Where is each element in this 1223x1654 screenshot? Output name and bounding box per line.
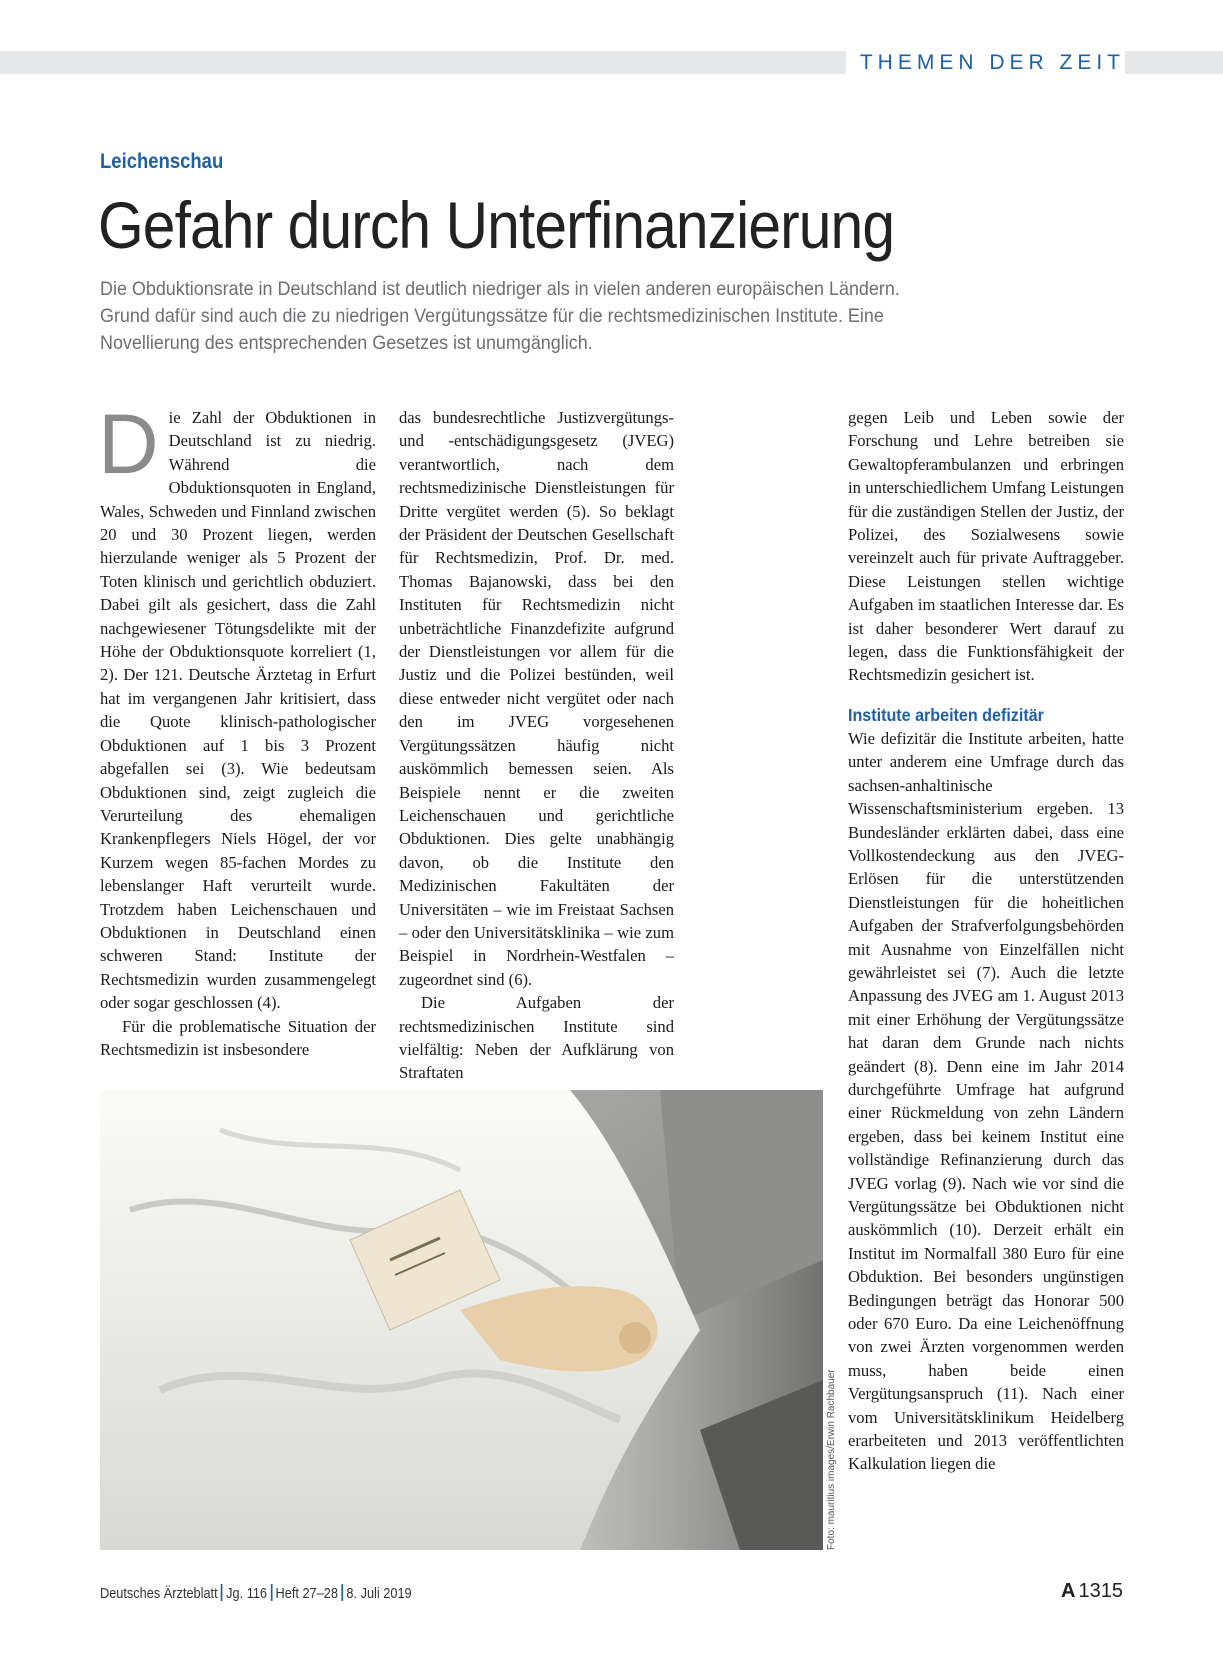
- drop-cap: D: [98, 397, 159, 491]
- footer-separator: [270, 1584, 272, 1601]
- article-photo: [100, 1090, 823, 1550]
- text-column-1: [98, 397, 376, 1061]
- journal-name: Deutsches Ärzteblatt: [100, 1585, 218, 1602]
- text-column-2: [399, 406, 674, 1085]
- paragraph: das bundesrechtliche Justizvergütungs- und -entschädigungsgesetz (JVEG) verantwortlich, nach dem rechtsmedizinische Dienstleistungen für Dritte vergütet werden (5). So beklagt der Präsident der Deutschen Gesellschaft für Rechtsmedizin, Prof. Dr. med. Thomas Bajanowski, dass bei den Instituten für Rechtsmedizin nicht unbeträchtliche Finanzdefizite aufgrund der Dienstleistungen vor allem für die Justiz und die Polizei bestünden, weil diese entweder nicht vergütet oder nach den im JVEG vorgesehenen Vergütungssätzen häufig nicht auskömmlich bemessen seien. Als Beispiele nennt er die zweiten Leichenschauen und gerichtliche Obduktionen. Dies gelte unabhängig davon, ob die Institute den Medizinischen Fakultäten der Universitäten – wie im Freistaat Sachsen – oder den Universitätsklinika – wie zum Beispiel in Nordrhein-Westfalen – zugeordnet sind (6).: [399, 408, 674, 989]
- paragraph: gegen Leib und Leben sowie der Forschung und Lehre betreiben sie Gewaltopferambulanzen und erbringen in unterschiedlichem Umfang Leistungen für die zuständigen Stellen der Justiz, der Polizei, des Sozialwesens sowie vereinzelt auch für private Auftraggeber. Diese Leistungen stellen wichtige Aufgaben im staatlichen Interesse dar. Es ist daher besonderer Wert darauf zu legen, dass die Funktionsfähigkeit der Rechtsmedizin gesichert ist.: [848, 408, 1124, 685]
- page-number: A 1315: [1061, 1580, 1123, 1602]
- text-column-3: [848, 406, 1124, 1476]
- morgue-foot-photo: [100, 1090, 823, 1550]
- issue-date: 8. Juli 2019: [346, 1585, 412, 1602]
- journal-volume: Jg. 116: [226, 1585, 268, 1602]
- photo-credit: Foto: mauritius images/Erwin Rachbauer: [826, 1369, 837, 1550]
- article-kicker: Leichenschau: [100, 150, 224, 173]
- paragraph: Die Aufgaben der rechtsmedizinischen Institute sind vielfältig: Neben der Aufklärung von Straftaten: [399, 993, 674, 1083]
- article-title: Gefahr durch Unterfinanzierung: [98, 188, 895, 262]
- footer: [100, 1584, 412, 1602]
- footer-separator: [221, 1584, 223, 1601]
- paragraph: Wie defizitär die Institute arbeiten, hatte unter anderem eine Umfrage durch das sachsen-anhaltinische Wissenschaftsministerium ergeben. 13 Bundesländer erklärten dabei, dass eine Vollkostendeckung aus den JVEG-Erlösen für die unterstützenden Dienstleistungen für die hoheitlichen Aufgaben der Strafverfolgungsbehörden mit Ausnahme von Einzelfällen nicht gewährleistet sei (7). Auch die letzte Anpassung des JVEG am 1. August 2013 mit einer Erhöhung der Vergütungssätze hat daran dem Grunde nach nichts geändert (8). Denn eine im Jahr 2014 durchgeführte Umfrage hat aufgrund einer Rückmeldung von zehn Ländern ergeben, dass bei keinem Institut eine vollständige Refinanzierung durch das JVEG vorlag (9). Nach wie vor sind die Vergütungssätze bei Obduktionen nicht auskömmlich (10). Derzeit erhält ein Institut im Normalfall 380 Euro für eine Obduktion. Bei besonders ungünstigen Bedingungen beträgt das Honorar 500 oder 670 Euro. Da eine Leichenöffnung von zwei Ärzten vorgenommen werden muss, haben beide einen Vergütungsanspruch (11). Nach einer vom Universitätsklinikum Heidelberg erarbeiteten und 2013 veröffentlichten Kalkulation liegen die: [848, 728, 1124, 1474]
- journal-issue: Heft 27–28: [275, 1585, 338, 1602]
- footer-separator: [341, 1584, 343, 1601]
- subheading: Institute arbeiten defizitär: [848, 704, 1044, 725]
- section-label: THEMEN DER ZEIT: [846, 48, 1125, 78]
- paragraph: Die Zahl der Obduktionen in Deutschland ist zu niedrig. Während die Obduktionsquoten in England, Wales, Schweden und Finnland zwischen 20 und 30 Prozent liegen, werden hierzulande weniger als 5 Prozent der Toten klinisch und gerichtlich obduziert. Dabei gilt als gesichert, dass die Zahl nachgewiesener Tötungsdelikte mit der Höhe der Obduktionsquote korreliert (1, 2). Der 121. Deutsche Ärztetag in Erfurt hat im vergangenen Jahr kritisiert, dass die Quote klinisch-pathologischer Obduktionen auf 1 bis 3 Prozent abgefallen sei (3). Wie bedeutsam Obduktionen sind, zeigt zugleich die Verurteilung des ehemaligen Krankenpflegers Niels Högel, der vor Kurzem wegen 85-fachen Mordes zu lebenslanger Haft verurteilt wurde. Trotzdem haben Leichenschauen und Obduktionen in Deutschland einen schweren Stand: Institute der Rechtsmedizin wurden zusammengelegt oder sogar geschlossen (4).: [98, 397, 376, 1013]
- article-lead: Die Obduktionsrate in Deutschland ist deutlich niedriger als in vielen anderen europäischen Ländern. Grund dafür sind auch die zu niedrigen Vergütungssätze für die rechtsmedizinischen Institute. Eine Novellierung des entsprechenden Gesetzes ist unumgänglich.: [100, 278, 900, 354]
- paragraph: Für die problematische Situation der Rechtsmedizin ist insbesondere: [100, 1016, 376, 1059]
